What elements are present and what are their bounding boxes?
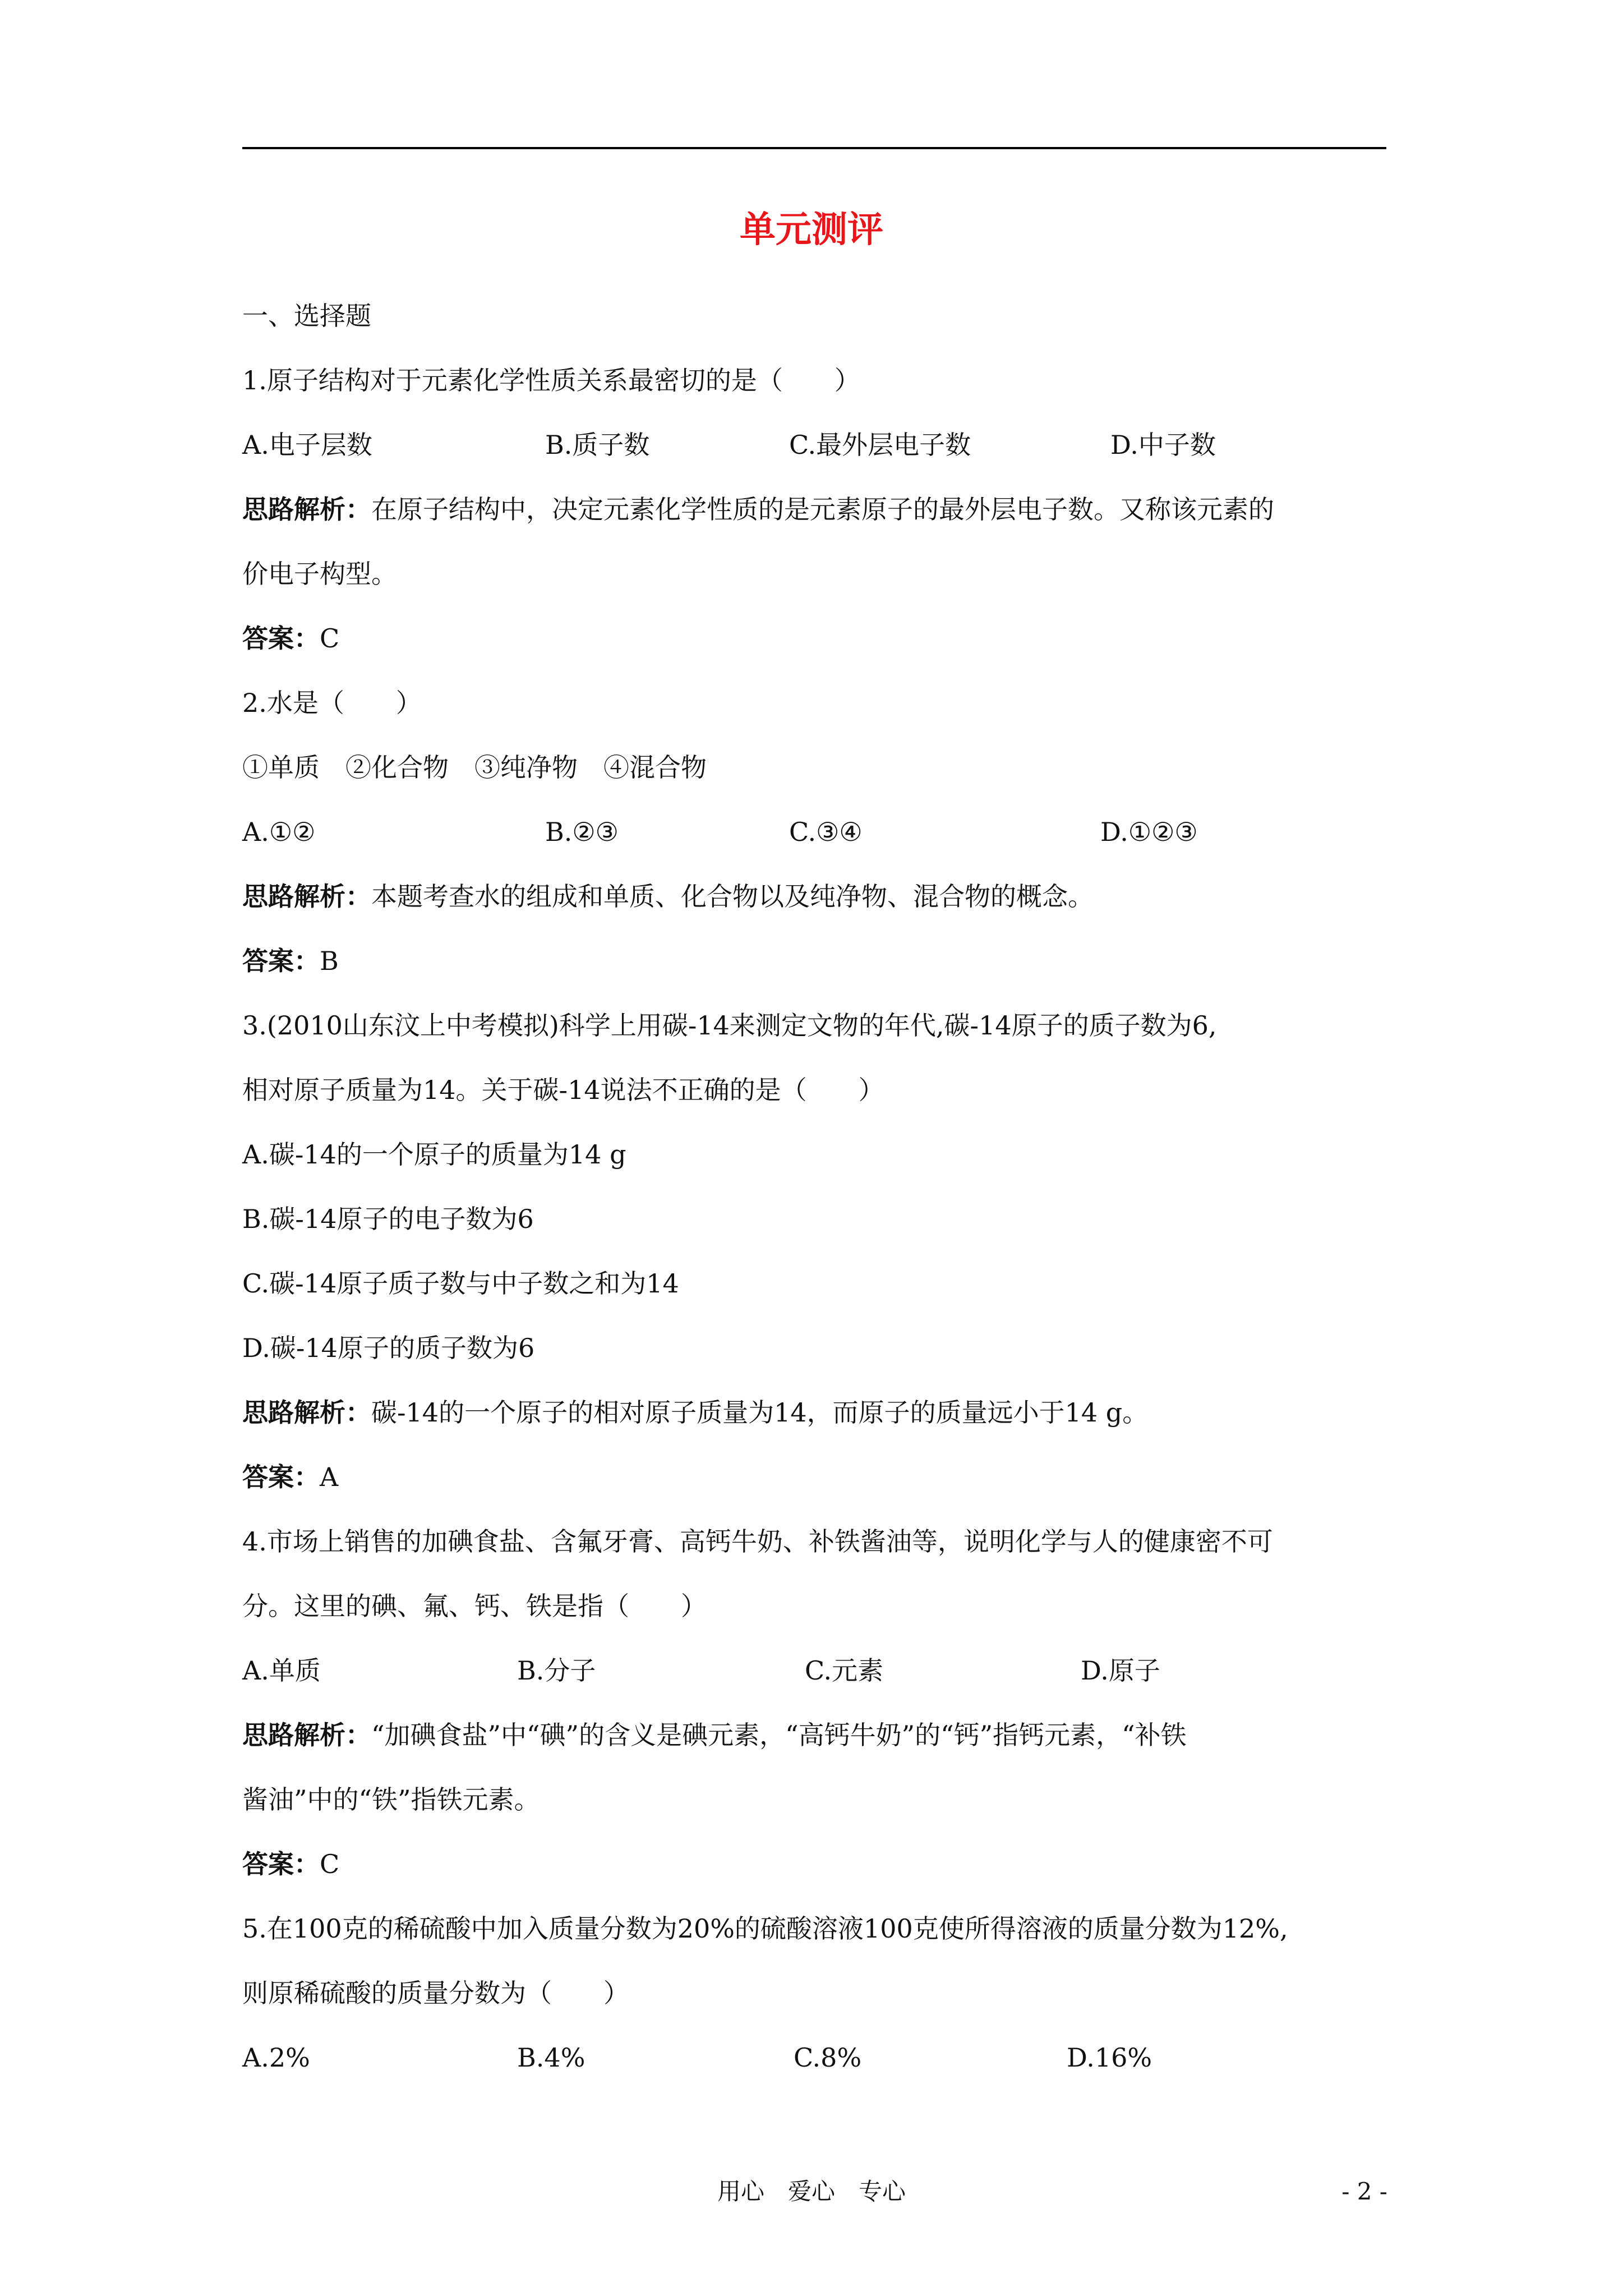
q5-option-b: B.4% bbox=[517, 2042, 585, 2073]
q1-option-d: D.中子数 bbox=[1110, 430, 1216, 460]
q3-stem: 3.(2010山东汶上中考模拟)科学上用碳-14来测定文物的年代,碳-14原子的质子数为6, bbox=[242, 1010, 1217, 1041]
q5-options bbox=[242, 2042, 1386, 2073]
analysis-label: 思路解析： bbox=[242, 494, 371, 524]
answer-label: 答案： bbox=[242, 1849, 320, 1879]
q5-option-d: D.16% bbox=[1067, 2042, 1152, 2073]
q4-analysis bbox=[242, 1722, 1187, 1748]
analysis-label: 思路解析： bbox=[242, 1720, 371, 1750]
analysis-label: 思路解析： bbox=[242, 1397, 371, 1428]
q2-option-b: B.②③ bbox=[545, 817, 619, 847]
q4-stem: 4.市场上销售的加碘食盐、含氟牙膏、高钙牛奶、补铁酱油等，说明化学与人的健康密不可 bbox=[242, 1526, 1273, 1557]
q5-option-c: C.8% bbox=[794, 2042, 862, 2073]
q1-option-a: A.电子层数 bbox=[242, 430, 372, 460]
q2-option-a: A.①② bbox=[242, 817, 316, 847]
q1-option-b: B.质子数 bbox=[545, 430, 650, 460]
q3-option-a: A.碳-14的一个原子的质量为14 g bbox=[242, 1139, 626, 1170]
q4-option-d: D.原子 bbox=[1081, 1655, 1160, 1686]
q1-analysis-text: 在原子结构中，决定元素化学性质的是元素原子的最外层电子数。又称该元素的 bbox=[371, 494, 1274, 524]
q4-analysis-text: “加碘食盐”中“碘”的含义是碘元素，“高钙牛奶”的“钙”指钙元素，“补铁 bbox=[371, 1720, 1187, 1750]
q2-stem: 2.水是（ ） bbox=[242, 688, 422, 718]
q4-option-a: A.单质 bbox=[242, 1655, 321, 1686]
q2-option-c: C.③④ bbox=[789, 817, 863, 847]
q4-analysis-cont: 酱油”中的“铁”指铁元素。 bbox=[242, 1784, 540, 1815]
answer-label: 答案： bbox=[242, 1462, 320, 1492]
q1-answer-value: C bbox=[320, 623, 340, 654]
q3-analysis bbox=[242, 1397, 1149, 1428]
q4-options bbox=[242, 1655, 1386, 1686]
q3-answer bbox=[242, 1464, 338, 1490]
q1-options bbox=[242, 432, 1386, 460]
q2-options bbox=[242, 819, 1386, 847]
q2-analysis bbox=[242, 881, 1094, 912]
q4-option-c: C.元素 bbox=[805, 1655, 884, 1686]
q2-answer bbox=[242, 948, 339, 974]
answer-label: 答案： bbox=[242, 623, 320, 654]
q1-stem: 1.原子结构对于元素化学性质关系最密切的是（ ） bbox=[242, 365, 860, 395]
q3-stem-cont: 相对原子质量为14。关于碳-14说法不正确的是（ ） bbox=[242, 1075, 884, 1105]
q1-analysis-cont: 价电子构型。 bbox=[242, 559, 397, 589]
q1-answer bbox=[242, 623, 340, 654]
q4-answer-value: C bbox=[320, 1849, 340, 1879]
q2-answer-value: B bbox=[320, 946, 339, 976]
q3-analysis-text: 碳-14的一个原子的相对原子质量为14，而原子的质量远小于14 g。 bbox=[371, 1397, 1149, 1428]
q2-option-d: D.①②③ bbox=[1100, 817, 1198, 847]
q1-option-c: C.最外层电子数 bbox=[789, 430, 971, 460]
section-heading: 一、选择题 bbox=[242, 301, 371, 331]
q5-stem: 5.在100克的稀硫酸中加入质量分数为20%的硫酸溶液100克使所得溶液的质量分数为12%, bbox=[242, 1913, 1288, 1944]
analysis-label: 思路解析： bbox=[242, 881, 371, 912]
q4-option-b: B.分子 bbox=[517, 1655, 596, 1686]
q2-analysis-text: 本题考查水的组成和单质、化合物以及纯净物、混合物的概念。 bbox=[371, 881, 1094, 912]
header-rule bbox=[242, 147, 1386, 149]
q3-option-c: C.碳-14原子质子数与中子数之和为14 bbox=[242, 1268, 679, 1299]
page-footer: 用心 爱心 专心 bbox=[717, 2178, 906, 2205]
q5-option-a: A.2% bbox=[242, 2042, 310, 2073]
q1-analysis bbox=[242, 496, 1274, 522]
page-title: 单元测评 bbox=[740, 209, 883, 251]
q3-option-d: D.碳-14原子的质子数为6 bbox=[242, 1333, 535, 1363]
q3-answer-value: A bbox=[320, 1462, 339, 1492]
page-number: - 2 - bbox=[1341, 2178, 1387, 2205]
q4-stem-cont: 分。这里的碘、氟、钙、铁是指（ ） bbox=[242, 1591, 707, 1621]
q4-answer bbox=[242, 1851, 339, 1877]
q3-option-b: B.碳-14原子的电子数为6 bbox=[242, 1204, 534, 1234]
q5-stem-cont: 则原稀硫酸的质量分数为（ ） bbox=[242, 1978, 629, 2008]
q2-items: ①单质 ②化合物 ③纯净物 ④混合物 bbox=[242, 752, 707, 783]
answer-label: 答案： bbox=[242, 946, 320, 976]
